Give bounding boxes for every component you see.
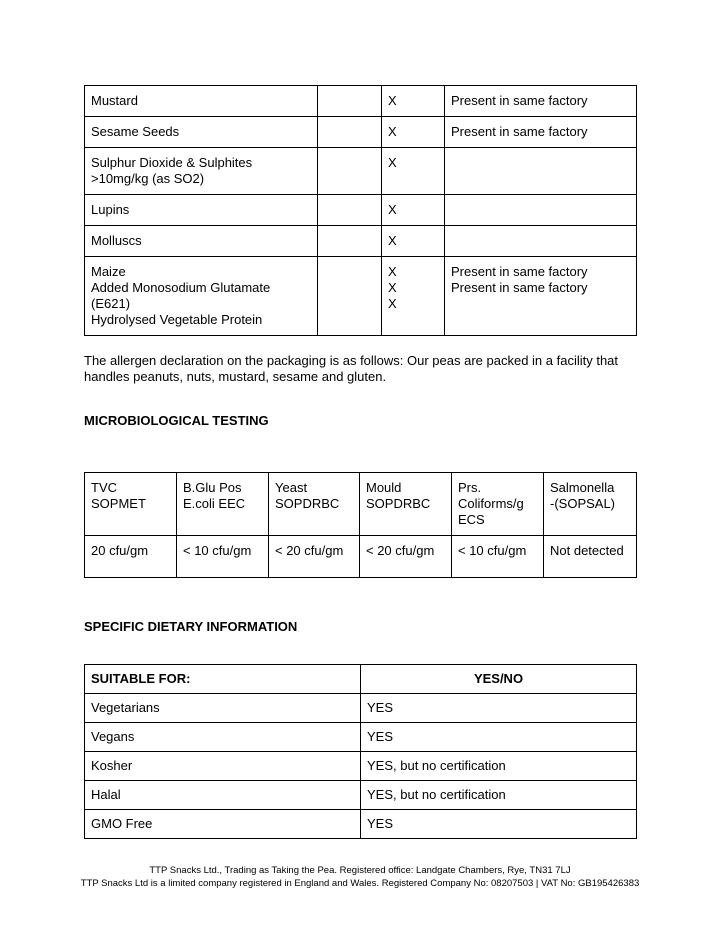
micro-value-cell: Not detected: [544, 536, 637, 578]
cell-line: X: [388, 280, 397, 295]
allergen-name: [85, 226, 318, 257]
diet-row: [85, 694, 637, 723]
cell-line: Mustard: [91, 93, 138, 108]
allergen-blank-cell: [318, 226, 382, 257]
allergen-mark: [382, 148, 445, 195]
diet-row: [85, 781, 637, 810]
diet-value: YES, but no certification: [361, 752, 637, 781]
allergen-row: [85, 148, 637, 195]
cell-line: Lupins: [91, 202, 130, 217]
allergen-row: [85, 195, 637, 226]
cell-line: Coliforms/g: [458, 496, 524, 511]
cell-line: Prs.: [458, 480, 482, 495]
micro-value-cell: 20 cfu/gm: [85, 536, 177, 578]
allergen-blank-cell: [318, 86, 382, 117]
diet-label: GMO Free: [85, 810, 361, 839]
allergen-note: [445, 226, 637, 257]
cell-line: Hydrolysed Vegetable Protein: [91, 312, 263, 327]
allergen-note: [445, 195, 637, 226]
micro-value-row: [85, 536, 637, 578]
diet-value: YES, but no certification: [361, 781, 637, 810]
micro-header-cell: [269, 473, 360, 536]
cell-line: X: [388, 93, 397, 108]
allergen-row: [85, 226, 637, 257]
diet-header-row: [85, 665, 637, 694]
cell-line: Present in same factory: [451, 93, 588, 108]
cell-line: X: [388, 264, 397, 279]
diet-label: Vegans: [85, 723, 361, 752]
allergen-mark: [382, 86, 445, 117]
cell-line: TVC: [91, 480, 117, 495]
allergen-mark: [382, 257, 445, 336]
allergen-row: [85, 117, 637, 148]
diet-value: YES: [361, 694, 637, 723]
cell-line: Present in same factory: [451, 280, 588, 295]
micro-table: [84, 472, 637, 578]
micro-value-cell: < 10 cfu/gm: [177, 536, 269, 578]
cell-line: Present in same factory: [451, 124, 588, 139]
micro-header-row: [85, 473, 637, 536]
cell-line: Maize: [91, 264, 126, 279]
cell-line: Present in same factory: [451, 264, 588, 279]
cell-line: Added Monosodium Glutamate: [91, 280, 271, 295]
micro-header-cell: [360, 473, 452, 536]
micro-heading: MICROBIOLOGICAL TESTING: [84, 413, 269, 428]
diet-label: Kosher: [85, 752, 361, 781]
allergen-declaration: The allergen declaration on the packaging is as follows: Our peas are packed in a facility that handles peanuts, nuts, mustard, sesame and gluten.: [84, 353, 619, 384]
allergen-name: [85, 195, 318, 226]
diet-value: YES: [361, 810, 637, 839]
allergen-mark: [382, 195, 445, 226]
allergen-note: [445, 117, 637, 148]
allergen-row: [85, 257, 637, 336]
diet-row: [85, 752, 637, 781]
diet-heading: SPECIFIC DIETARY INFORMATION: [84, 619, 298, 634]
micro-value-cell: < 20 cfu/gm: [269, 536, 360, 578]
cell-line: X: [388, 124, 397, 139]
diet-value: YES: [361, 723, 637, 752]
allergen-note: [445, 86, 637, 117]
cell-line: Sesame Seeds: [91, 124, 180, 139]
allergen-note: [445, 257, 637, 336]
cell-line: Yeast: [275, 480, 308, 495]
micro-value-cell: < 20 cfu/gm: [360, 536, 452, 578]
cell-line: X: [388, 296, 397, 311]
allergen-table: [84, 85, 637, 336]
diet-col2-header: YES/NO: [361, 665, 637, 694]
cell-line: SOPMET: [91, 496, 146, 511]
diet-row: [85, 723, 637, 752]
allergen-blank-cell: [318, 195, 382, 226]
diet-row: [85, 810, 637, 839]
cell-line: Mould: [366, 480, 402, 495]
cell-line: SOPDRBC: [275, 496, 340, 511]
cell-line: X: [388, 202, 397, 217]
cell-line: (E621): [91, 296, 131, 311]
diet-label: Vegetarians: [85, 694, 361, 723]
allergen-name: [85, 86, 318, 117]
cell-line: Salmonella: [550, 480, 615, 495]
cell-line: ECS: [458, 512, 485, 527]
cell-line: >10mg/kg (as SO2): [91, 171, 205, 186]
allergen-mark: [382, 226, 445, 257]
cell-line: Molluscs: [91, 233, 142, 248]
diet-label: Halal: [85, 781, 361, 810]
micro-value-cell: < 10 cfu/gm: [452, 536, 544, 578]
cell-line: -(SOPSAL): [550, 496, 616, 511]
allergen-blank-cell: [318, 257, 382, 336]
allergen-name: [85, 117, 318, 148]
cell-line: Sulphur Dioxide & Sulphites: [91, 155, 253, 170]
footer-line-1: TTP Snacks Ltd., Trading as Taking the Pea. Registered office: Landgate Chambers, Rye, TN31 7LJ: [149, 865, 571, 876]
diet-table: [84, 664, 637, 839]
cell-line: X: [388, 233, 397, 248]
micro-header-cell: [177, 473, 269, 536]
cell-line: B.Glu Pos: [183, 480, 242, 495]
allergen-blank-cell: [318, 148, 382, 195]
allergen-name: [85, 148, 318, 195]
diet-col1-header: SUITABLE FOR:: [85, 665, 361, 694]
allergen-row: [85, 86, 637, 117]
allergen-note: [445, 148, 637, 195]
allergen-blank-cell: [318, 117, 382, 148]
footer-line-2: TTP Snacks Ltd is a limited company registered in England and Wales. Registered Company No: 08207503 | VAT No: GB195426383: [80, 878, 640, 889]
micro-header-cell: [85, 473, 177, 536]
allergen-mark: [382, 117, 445, 148]
cell-line: E.coli EEC: [183, 496, 246, 511]
micro-header-cell: [544, 473, 637, 536]
footer: [0, 864, 720, 890]
cell-line: X: [388, 155, 397, 170]
micro-header-cell: [452, 473, 544, 536]
allergen-name: [85, 257, 318, 336]
cell-line: SOPDRBC: [366, 496, 431, 511]
